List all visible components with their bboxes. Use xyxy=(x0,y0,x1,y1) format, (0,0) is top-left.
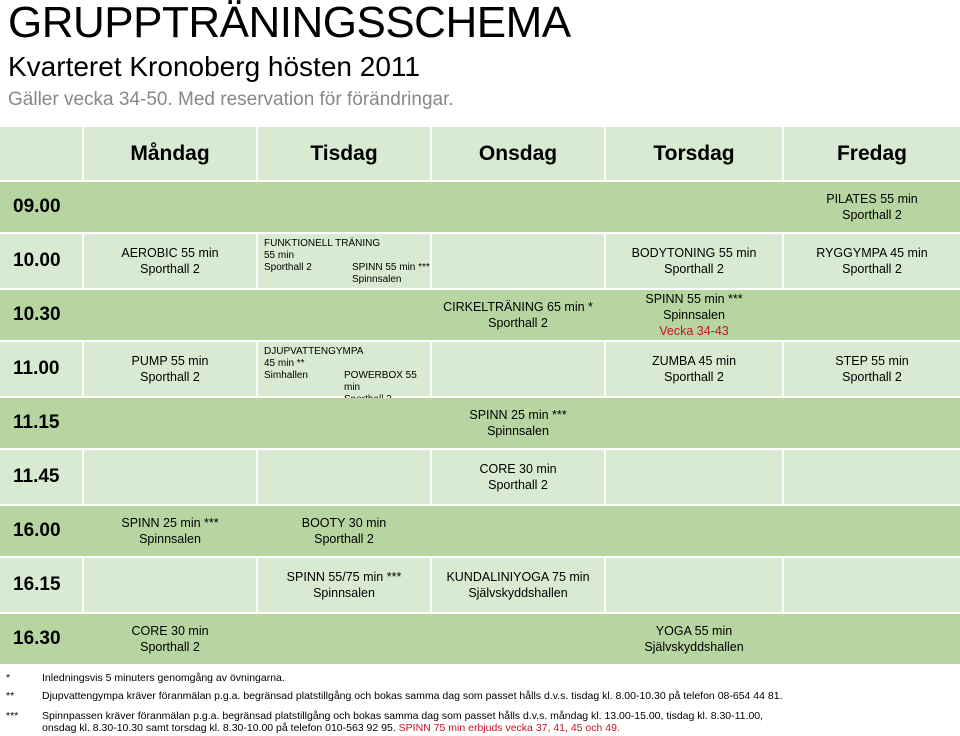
class-name: POWERBOX 55 min xyxy=(344,370,417,393)
class-week-note: Vecka 34-43 xyxy=(659,324,729,338)
class-place: Sporthall 2 xyxy=(314,532,374,546)
class-name: BOOTY 30 min xyxy=(301,516,387,530)
time-row xyxy=(0,506,960,556)
class-name: FUNKTIONELL TRÄNING xyxy=(264,238,381,249)
footnote-mark: *** xyxy=(6,710,19,722)
time-label: 11.15 xyxy=(0,398,960,448)
class-place: Sporthall 2 xyxy=(140,262,200,276)
footnote xyxy=(6,672,956,686)
class-place: Sporthall 2 xyxy=(140,640,200,654)
class-name: PILATES 55 min xyxy=(826,192,918,206)
class-name: ZUMBA 45 min xyxy=(651,354,737,368)
day-header-thursday: Torsdag xyxy=(606,127,782,180)
class-slot xyxy=(784,342,960,396)
validity-note: Gäller vecka 34-50. Med reservation för förändringar. xyxy=(8,89,454,110)
empty-slot xyxy=(606,450,782,504)
footnote-mark: ** xyxy=(6,690,15,702)
header-row xyxy=(0,127,960,180)
class-slot xyxy=(784,182,960,232)
empty-slot xyxy=(84,450,256,504)
class-place: Sporthall 2 xyxy=(664,262,724,276)
class-slot xyxy=(784,234,960,288)
time-row xyxy=(0,558,960,612)
class-slot xyxy=(84,614,256,664)
class-slot xyxy=(84,506,256,556)
class-place: Sporthall 2 xyxy=(488,478,548,492)
class-place: Självskyddshallen xyxy=(644,640,744,654)
class-name: CORE 30 min xyxy=(131,624,209,638)
class-place: Sporthall 2 xyxy=(842,208,902,222)
time-row xyxy=(0,614,960,664)
class-name: RYGGYMPA 45 min xyxy=(816,246,928,260)
time-row xyxy=(0,182,960,232)
time-label: 10.00 xyxy=(0,234,82,288)
time-row xyxy=(0,398,960,448)
class-slot xyxy=(432,450,604,504)
class-slot xyxy=(606,614,782,664)
time-label: 10.30 xyxy=(0,290,960,340)
class-place: Sporthall 2 xyxy=(664,370,724,384)
class-name: SPINN 55/75 min *** xyxy=(286,570,402,584)
footnote-text: Inledningsvis 5 minuters genomgång av övningarna. xyxy=(42,672,285,684)
day-header-friday: Fredag xyxy=(784,127,960,180)
class-name: SPINN 25 min *** xyxy=(469,408,567,422)
empty-slot xyxy=(784,558,960,612)
class-slot xyxy=(432,398,604,448)
empty-slot xyxy=(432,234,604,288)
class-name: SPINN 25 min *** xyxy=(121,516,219,530)
time-label: 16.15 xyxy=(0,558,82,612)
class-place: Sporthall 2 xyxy=(842,370,902,384)
class-name: YOGA 55 min xyxy=(655,624,733,638)
time-label: 11.45 xyxy=(0,450,82,504)
time-row xyxy=(0,342,960,396)
time-label: 16.30 xyxy=(0,614,960,664)
empty-slot xyxy=(84,558,256,612)
class-slot xyxy=(432,558,604,612)
class-slot xyxy=(432,290,604,340)
class-name: AEROBIC 55 min xyxy=(121,246,219,260)
class-slot xyxy=(84,234,256,288)
page-title: GRUPPTRÄNINGSSCHEMA xyxy=(8,0,571,47)
class-name: CORE 30 min xyxy=(479,462,557,476)
class-name: KUNDALINIYOGA 75 min xyxy=(446,570,590,584)
empty-slot xyxy=(784,450,960,504)
class-duration: 55 min xyxy=(264,250,295,261)
class-place: Spinnsalen xyxy=(352,274,402,285)
time-row xyxy=(0,290,960,340)
day-header-monday: Måndag xyxy=(84,127,256,180)
footnote xyxy=(6,710,956,736)
empty-slot xyxy=(606,558,782,612)
class-name: PUMP 55 min xyxy=(131,354,209,368)
class-slot-split xyxy=(258,342,430,396)
footnote-text: Djupvattengympa kräver föranmälan p.g.a. begränsad platstillgång och bokas samma dag som passet hålls d.v.s. tisdag kl. 8.00-10.30 på telefon 08-654 44 81. xyxy=(42,690,783,702)
day-header-wednesday: Onsdag xyxy=(432,127,604,180)
class-slot xyxy=(258,558,430,612)
class-place: Självskyddshallen xyxy=(468,586,568,600)
footnote-text-continued: onsdag kl. 8.30-10.30 samt torsdag kl. 8.30-10.00 på telefon 010-563 92 95. xyxy=(42,722,396,734)
class-place: Sporthall 2 xyxy=(264,262,312,273)
class-name: CIRKELTRÄNING 65 min * xyxy=(443,300,593,314)
time-label: 16.00 xyxy=(0,506,960,556)
class-name: STEP 55 min xyxy=(835,354,909,368)
class-place: Spinnsalen xyxy=(139,532,201,546)
class-place: Sporthall 2 xyxy=(488,316,548,330)
class-name: SPINN 55 min *** xyxy=(645,292,743,306)
empty-slot xyxy=(258,450,430,504)
class-place: Spinnsalen xyxy=(663,308,725,322)
class-place: Spinnsalen xyxy=(313,586,375,600)
class-place: Spinnsalen xyxy=(487,424,549,438)
class-place: Simhallen xyxy=(264,370,308,381)
class-place: Sporthall 2 xyxy=(140,370,200,384)
footnote-text: Spinnpassen kräver föranmälan p.g.a. begränsad platstillgång och bokas samma dag som passet hålls d.v.s. måndag kl. 13.00-15.00, tisdag kl. 8.30-11.00, xyxy=(42,710,764,722)
empty-slot xyxy=(432,342,604,396)
time-label: 09.00 xyxy=(0,182,960,232)
footnote-red-note: SPINN 75 min erbjuds vecka 37, 41, 45 och 49. xyxy=(398,722,620,734)
class-duration: 45 min ** xyxy=(264,358,305,369)
class-slot xyxy=(84,342,256,396)
class-slot xyxy=(606,342,782,396)
class-slot-split xyxy=(258,234,430,288)
class-name: DJUPVATTENGYMPA xyxy=(264,346,364,357)
time-label: 11.00 xyxy=(0,342,82,396)
class-slot xyxy=(606,234,782,288)
day-header-tuesday: Tisdag xyxy=(258,127,430,180)
class-slot xyxy=(258,506,430,556)
class-name: BODYTONING 55 min xyxy=(631,246,757,260)
time-row xyxy=(0,450,960,504)
footnote-mark: * xyxy=(6,672,11,684)
time-row xyxy=(0,234,960,288)
footnote xyxy=(6,690,956,704)
page-subtitle: Kvarteret Kronoberg hösten 2011 xyxy=(8,51,420,82)
class-name: SPINN 55 min *** xyxy=(352,262,430,273)
header-corner xyxy=(0,127,82,180)
class-place: Sporthall 2 xyxy=(842,262,902,276)
class-slot xyxy=(606,290,782,340)
